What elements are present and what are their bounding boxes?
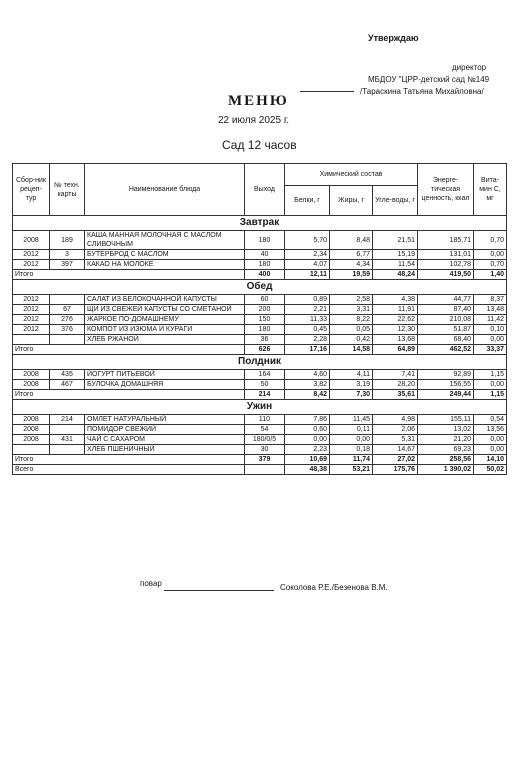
table-cell: 8,37 bbox=[474, 295, 507, 305]
total-cell: 14,10 bbox=[474, 455, 507, 465]
director-role: директор bbox=[452, 63, 487, 72]
menu-table bbox=[12, 163, 507, 475]
table-cell bbox=[13, 445, 50, 455]
table-cell: 2012 bbox=[13, 260, 50, 270]
table-cell: 7,41 bbox=[373, 370, 418, 380]
grand-total-cell: 48,38 bbox=[285, 465, 330, 475]
table-cell: 54 bbox=[245, 425, 285, 435]
table-cell: 2,06 bbox=[373, 425, 418, 435]
table-cell: 11,45 bbox=[330, 415, 373, 425]
total-cell: 214 bbox=[245, 390, 285, 400]
table-cell: 0,18 bbox=[330, 445, 373, 455]
table-cell: 0,00 bbox=[474, 250, 507, 260]
total-cell: 17,16 bbox=[285, 345, 330, 355]
total-cell: 249,44 bbox=[418, 390, 474, 400]
table-cell: ЧАЙ С САХАРОМ bbox=[85, 435, 245, 445]
table-cell: 397 bbox=[50, 260, 85, 270]
cook-label: повар bbox=[140, 579, 162, 588]
col-chem: Химический состав bbox=[285, 164, 418, 186]
table-row bbox=[13, 260, 507, 270]
table-cell: 0,11 bbox=[330, 425, 373, 435]
col-carbs: Угле-воды, г bbox=[373, 186, 418, 216]
col-output: Выход bbox=[245, 164, 285, 216]
total-cell: 48,24 bbox=[373, 270, 418, 280]
grand-total-cell: 175,76 bbox=[373, 465, 418, 475]
total-cell: 1,15 bbox=[474, 390, 507, 400]
table-cell: 180 bbox=[245, 231, 285, 250]
total-cell: 400 bbox=[245, 270, 285, 280]
table-cell: 15,19 bbox=[373, 250, 418, 260]
table-cell: 435 bbox=[50, 370, 85, 380]
table-row bbox=[13, 370, 507, 380]
total-cell: 33,37 bbox=[474, 345, 507, 355]
table-cell: 150 bbox=[245, 315, 285, 325]
table-cell: 14,67 bbox=[373, 445, 418, 455]
table-cell: КОМПОТ ИЗ ИЗЮМА И КУРАГИ bbox=[85, 325, 245, 335]
table-cell: 0,42 bbox=[330, 335, 373, 345]
table-cell: 2,58 bbox=[330, 295, 373, 305]
table-cell: 2,28 bbox=[285, 335, 330, 345]
table-cell bbox=[50, 445, 85, 455]
grand-total-row bbox=[13, 465, 507, 475]
table-row bbox=[13, 425, 507, 435]
table-row bbox=[13, 325, 507, 335]
table-cell: 210,08 bbox=[418, 315, 474, 325]
total-label: Итого bbox=[13, 270, 245, 280]
table-cell: 11,54 bbox=[373, 260, 418, 270]
table-cell: 3,19 bbox=[330, 380, 373, 390]
table-cell: 0,10 bbox=[474, 325, 507, 335]
table-cell: 180/0/5 bbox=[245, 435, 285, 445]
col-dish: Наименование блюда bbox=[85, 164, 245, 216]
table-row bbox=[13, 380, 507, 390]
table-cell: 2012 bbox=[13, 315, 50, 325]
table-cell: 4,60 bbox=[285, 370, 330, 380]
section-title: Полдник bbox=[13, 355, 507, 370]
table-row bbox=[13, 295, 507, 305]
table-cell: 4,34 bbox=[330, 260, 373, 270]
cook-names: Соколова Р.Е./Безенова В.М. bbox=[280, 583, 388, 592]
table-cell: 13,56 bbox=[474, 425, 507, 435]
table-cell: 7,86 bbox=[285, 415, 330, 425]
table-cell: 8,22 bbox=[330, 315, 373, 325]
table-cell: 68,40 bbox=[418, 335, 474, 345]
total-label: Итого bbox=[13, 345, 245, 355]
table-cell: САЛАТ ИЗ БЕЛОКОЧАННОЙ КАПУСТЫ bbox=[85, 295, 245, 305]
table-cell: 2,23 bbox=[285, 445, 330, 455]
col-vitamin: Вита-мин С, мг bbox=[474, 164, 507, 216]
table-cell: 6,77 bbox=[330, 250, 373, 260]
table-cell: 13,48 bbox=[474, 305, 507, 315]
table-cell: 21,51 bbox=[373, 231, 418, 250]
table-cell: 51,87 bbox=[418, 325, 474, 335]
table-cell: 3,82 bbox=[285, 380, 330, 390]
table-cell: 4,98 bbox=[373, 415, 418, 425]
table-cell: ЩИ ИЗ СВЕЖЕЙ КАПУСТЫ СО СМЕТАНОЙ bbox=[85, 305, 245, 315]
total-cell: 10,69 bbox=[285, 455, 330, 465]
table-cell: 185,71 bbox=[418, 231, 474, 250]
table-cell: ХЛЕБ ПШЕНИЧНЫЙ bbox=[85, 445, 245, 455]
table-cell: 2008 bbox=[13, 370, 50, 380]
table-cell: 67 bbox=[50, 305, 85, 315]
table-cell: 69,23 bbox=[418, 445, 474, 455]
table-cell: 40 bbox=[245, 250, 285, 260]
grand-total-label: Всего bbox=[13, 465, 245, 475]
table-row bbox=[13, 435, 507, 445]
table-cell: 2008 bbox=[13, 435, 50, 445]
table-cell bbox=[50, 425, 85, 435]
table-cell: 0,00 bbox=[474, 435, 507, 445]
total-cell: 258,56 bbox=[418, 455, 474, 465]
grand-total-cell: 1 390,02 bbox=[418, 465, 474, 475]
table-cell: 13,02 bbox=[418, 425, 474, 435]
table-cell: 0,54 bbox=[474, 415, 507, 425]
grand-total-cell: 50,02 bbox=[474, 465, 507, 475]
table-cell: 12,30 bbox=[373, 325, 418, 335]
total-cell: 379 bbox=[245, 455, 285, 465]
col-energy: Энерге-тическая ценность, ккал bbox=[418, 164, 474, 216]
total-row bbox=[13, 455, 507, 465]
total-cell: 27,02 bbox=[373, 455, 418, 465]
total-label: Итого bbox=[13, 390, 245, 400]
table-row bbox=[13, 415, 507, 425]
table-cell: 13,68 bbox=[373, 335, 418, 345]
table-cell: 155,11 bbox=[418, 415, 474, 425]
table-cell: ОМЛЕТ НАТУРАЛЬНЫЙ bbox=[85, 415, 245, 425]
table-cell: 3,31 bbox=[330, 305, 373, 315]
total-cell: 1,40 bbox=[474, 270, 507, 280]
table-cell: 2012 bbox=[13, 305, 50, 315]
section-row bbox=[13, 280, 507, 295]
table-cell: 8,48 bbox=[330, 231, 373, 250]
section-title: Завтрак bbox=[13, 216, 507, 231]
table-cell: 5,31 bbox=[373, 435, 418, 445]
table-header bbox=[13, 164, 507, 216]
table-cell: 4,07 bbox=[285, 260, 330, 270]
total-cell: 12,11 bbox=[285, 270, 330, 280]
table-cell: 11,91 bbox=[373, 305, 418, 315]
table-cell: 276 bbox=[50, 315, 85, 325]
table-cell: 200 bbox=[245, 305, 285, 315]
section-row bbox=[13, 355, 507, 370]
table-cell: КАКАО НА МОЛОКЕ bbox=[85, 260, 245, 270]
table-cell: 36 bbox=[245, 335, 285, 345]
total-cell: 626 bbox=[245, 345, 285, 355]
menu-date: 22 июля 2025 г. bbox=[218, 115, 290, 126]
table-cell: ПОМИДОР СВЕЖИЙ bbox=[85, 425, 245, 435]
table-cell: ЙОГУРТ ПИТЬЕВОЙ bbox=[85, 370, 245, 380]
table-cell: 4,11 bbox=[330, 370, 373, 380]
table-cell: 4,38 bbox=[373, 295, 418, 305]
table-cell: 2008 bbox=[13, 415, 50, 425]
table-cell: 11,42 bbox=[474, 315, 507, 325]
table-cell: 2012 bbox=[13, 250, 50, 260]
table-cell: 189 bbox=[50, 231, 85, 250]
total-cell: 14,58 bbox=[330, 345, 373, 355]
table-body bbox=[13, 216, 507, 475]
table-cell: 2,34 bbox=[285, 250, 330, 260]
table-cell: 22,62 bbox=[373, 315, 418, 325]
table-cell: 11,33 bbox=[285, 315, 330, 325]
approve-label: Утверждаю bbox=[368, 33, 419, 43]
total-cell: 462,52 bbox=[418, 345, 474, 355]
table-cell: 180 bbox=[245, 325, 285, 335]
section-row bbox=[13, 400, 507, 415]
section-title: Обед bbox=[13, 280, 507, 295]
col-card: № техн. карты bbox=[50, 164, 85, 216]
table-cell: 0,00 bbox=[285, 435, 330, 445]
table-cell bbox=[13, 335, 50, 345]
table-cell: 180 bbox=[245, 260, 285, 270]
table-cell: 0,70 bbox=[474, 231, 507, 250]
table-cell: 102,78 bbox=[418, 260, 474, 270]
table-cell: БУТЕРБРОД С МАСЛОМ bbox=[85, 250, 245, 260]
total-cell: 7,30 bbox=[330, 390, 373, 400]
total-cell: 64,89 bbox=[373, 345, 418, 355]
table-cell: 60 bbox=[245, 295, 285, 305]
total-cell: 419,50 bbox=[418, 270, 474, 280]
table-cell: 0,45 bbox=[285, 325, 330, 335]
table-cell: БУЛОЧКА ДОМАШНЯЯ bbox=[85, 380, 245, 390]
table-cell: 0,00 bbox=[330, 435, 373, 445]
table-cell: 92,89 bbox=[418, 370, 474, 380]
table-cell: 0,60 bbox=[285, 425, 330, 435]
table-cell: 0,00 bbox=[474, 380, 507, 390]
table-cell: 2012 bbox=[13, 295, 50, 305]
table-cell: 21,20 bbox=[418, 435, 474, 445]
table-cell: 0,00 bbox=[474, 445, 507, 455]
table-cell: 1,15 bbox=[474, 370, 507, 380]
table-cell: 431 bbox=[50, 435, 85, 445]
table-cell: 50 bbox=[245, 380, 285, 390]
section-row bbox=[13, 216, 507, 231]
table-row bbox=[13, 445, 507, 455]
table-cell: ХЛЕБ РЖАНОЙ bbox=[85, 335, 245, 345]
section-title: Ужин bbox=[13, 400, 507, 415]
table-cell: 0,70 bbox=[474, 260, 507, 270]
table-cell: 87,40 bbox=[418, 305, 474, 315]
organization-name: МБДОУ "ЦРР-детский сад №149 bbox=[368, 75, 490, 84]
table-cell bbox=[50, 295, 85, 305]
table-cell: 110 bbox=[245, 415, 285, 425]
signer-name: /Тараскина Татьяна Михайловна/ bbox=[360, 87, 484, 96]
table-row bbox=[13, 305, 507, 315]
table-cell: 44,77 bbox=[418, 295, 474, 305]
total-cell: 19,59 bbox=[330, 270, 373, 280]
signature-line bbox=[300, 91, 354, 92]
cook-signature-line bbox=[164, 590, 274, 591]
table-cell: 30 bbox=[245, 445, 285, 455]
total-row bbox=[13, 270, 507, 280]
table-row bbox=[13, 231, 507, 250]
grand-total-cell bbox=[245, 465, 285, 475]
menu-subtitle: Сад 12 часов bbox=[222, 138, 297, 152]
table-cell: 156,55 bbox=[418, 380, 474, 390]
table-cell: 2012 bbox=[13, 325, 50, 335]
col-protein: Белки, г bbox=[285, 186, 330, 216]
total-cell: 11,74 bbox=[330, 455, 373, 465]
page-title: МЕНЮ bbox=[228, 93, 289, 109]
table-cell: 5,70 bbox=[285, 231, 330, 250]
table-cell: 467 bbox=[50, 380, 85, 390]
col-fat: Жиры, г bbox=[330, 186, 373, 216]
total-cell: 35,61 bbox=[373, 390, 418, 400]
table-cell: 0,05 bbox=[330, 325, 373, 335]
table-cell: 2008 bbox=[13, 380, 50, 390]
col-collection: Сбор-ник рецеп-тур bbox=[13, 164, 50, 216]
table-cell: 2,21 bbox=[285, 305, 330, 315]
grand-total-cell: 53,21 bbox=[330, 465, 373, 475]
table-cell: 3 bbox=[50, 250, 85, 260]
table-cell bbox=[50, 335, 85, 345]
table-cell: КАША МАННАЯ МОЛОЧНАЯ С МАСЛОМ СЛИВОЧНЫМ bbox=[85, 231, 245, 250]
table-cell: 2008 bbox=[13, 425, 50, 435]
total-cell: 8,42 bbox=[285, 390, 330, 400]
table-cell: 0,89 bbox=[285, 295, 330, 305]
table-cell: 214 bbox=[50, 415, 85, 425]
total-label: Итого bbox=[13, 455, 245, 465]
table-cell: 0,00 bbox=[474, 335, 507, 345]
table-row bbox=[13, 335, 507, 345]
table-row bbox=[13, 250, 507, 260]
table-cell: 164 bbox=[245, 370, 285, 380]
table-cell: 28,20 bbox=[373, 380, 418, 390]
table-cell: 2008 bbox=[13, 231, 50, 250]
table-row bbox=[13, 315, 507, 325]
total-row bbox=[13, 390, 507, 400]
table-cell: ЖАРКОЕ ПО-ДОМАШНЕМУ bbox=[85, 315, 245, 325]
table-cell: 376 bbox=[50, 325, 85, 335]
table-cell: 131,01 bbox=[418, 250, 474, 260]
total-row bbox=[13, 345, 507, 355]
